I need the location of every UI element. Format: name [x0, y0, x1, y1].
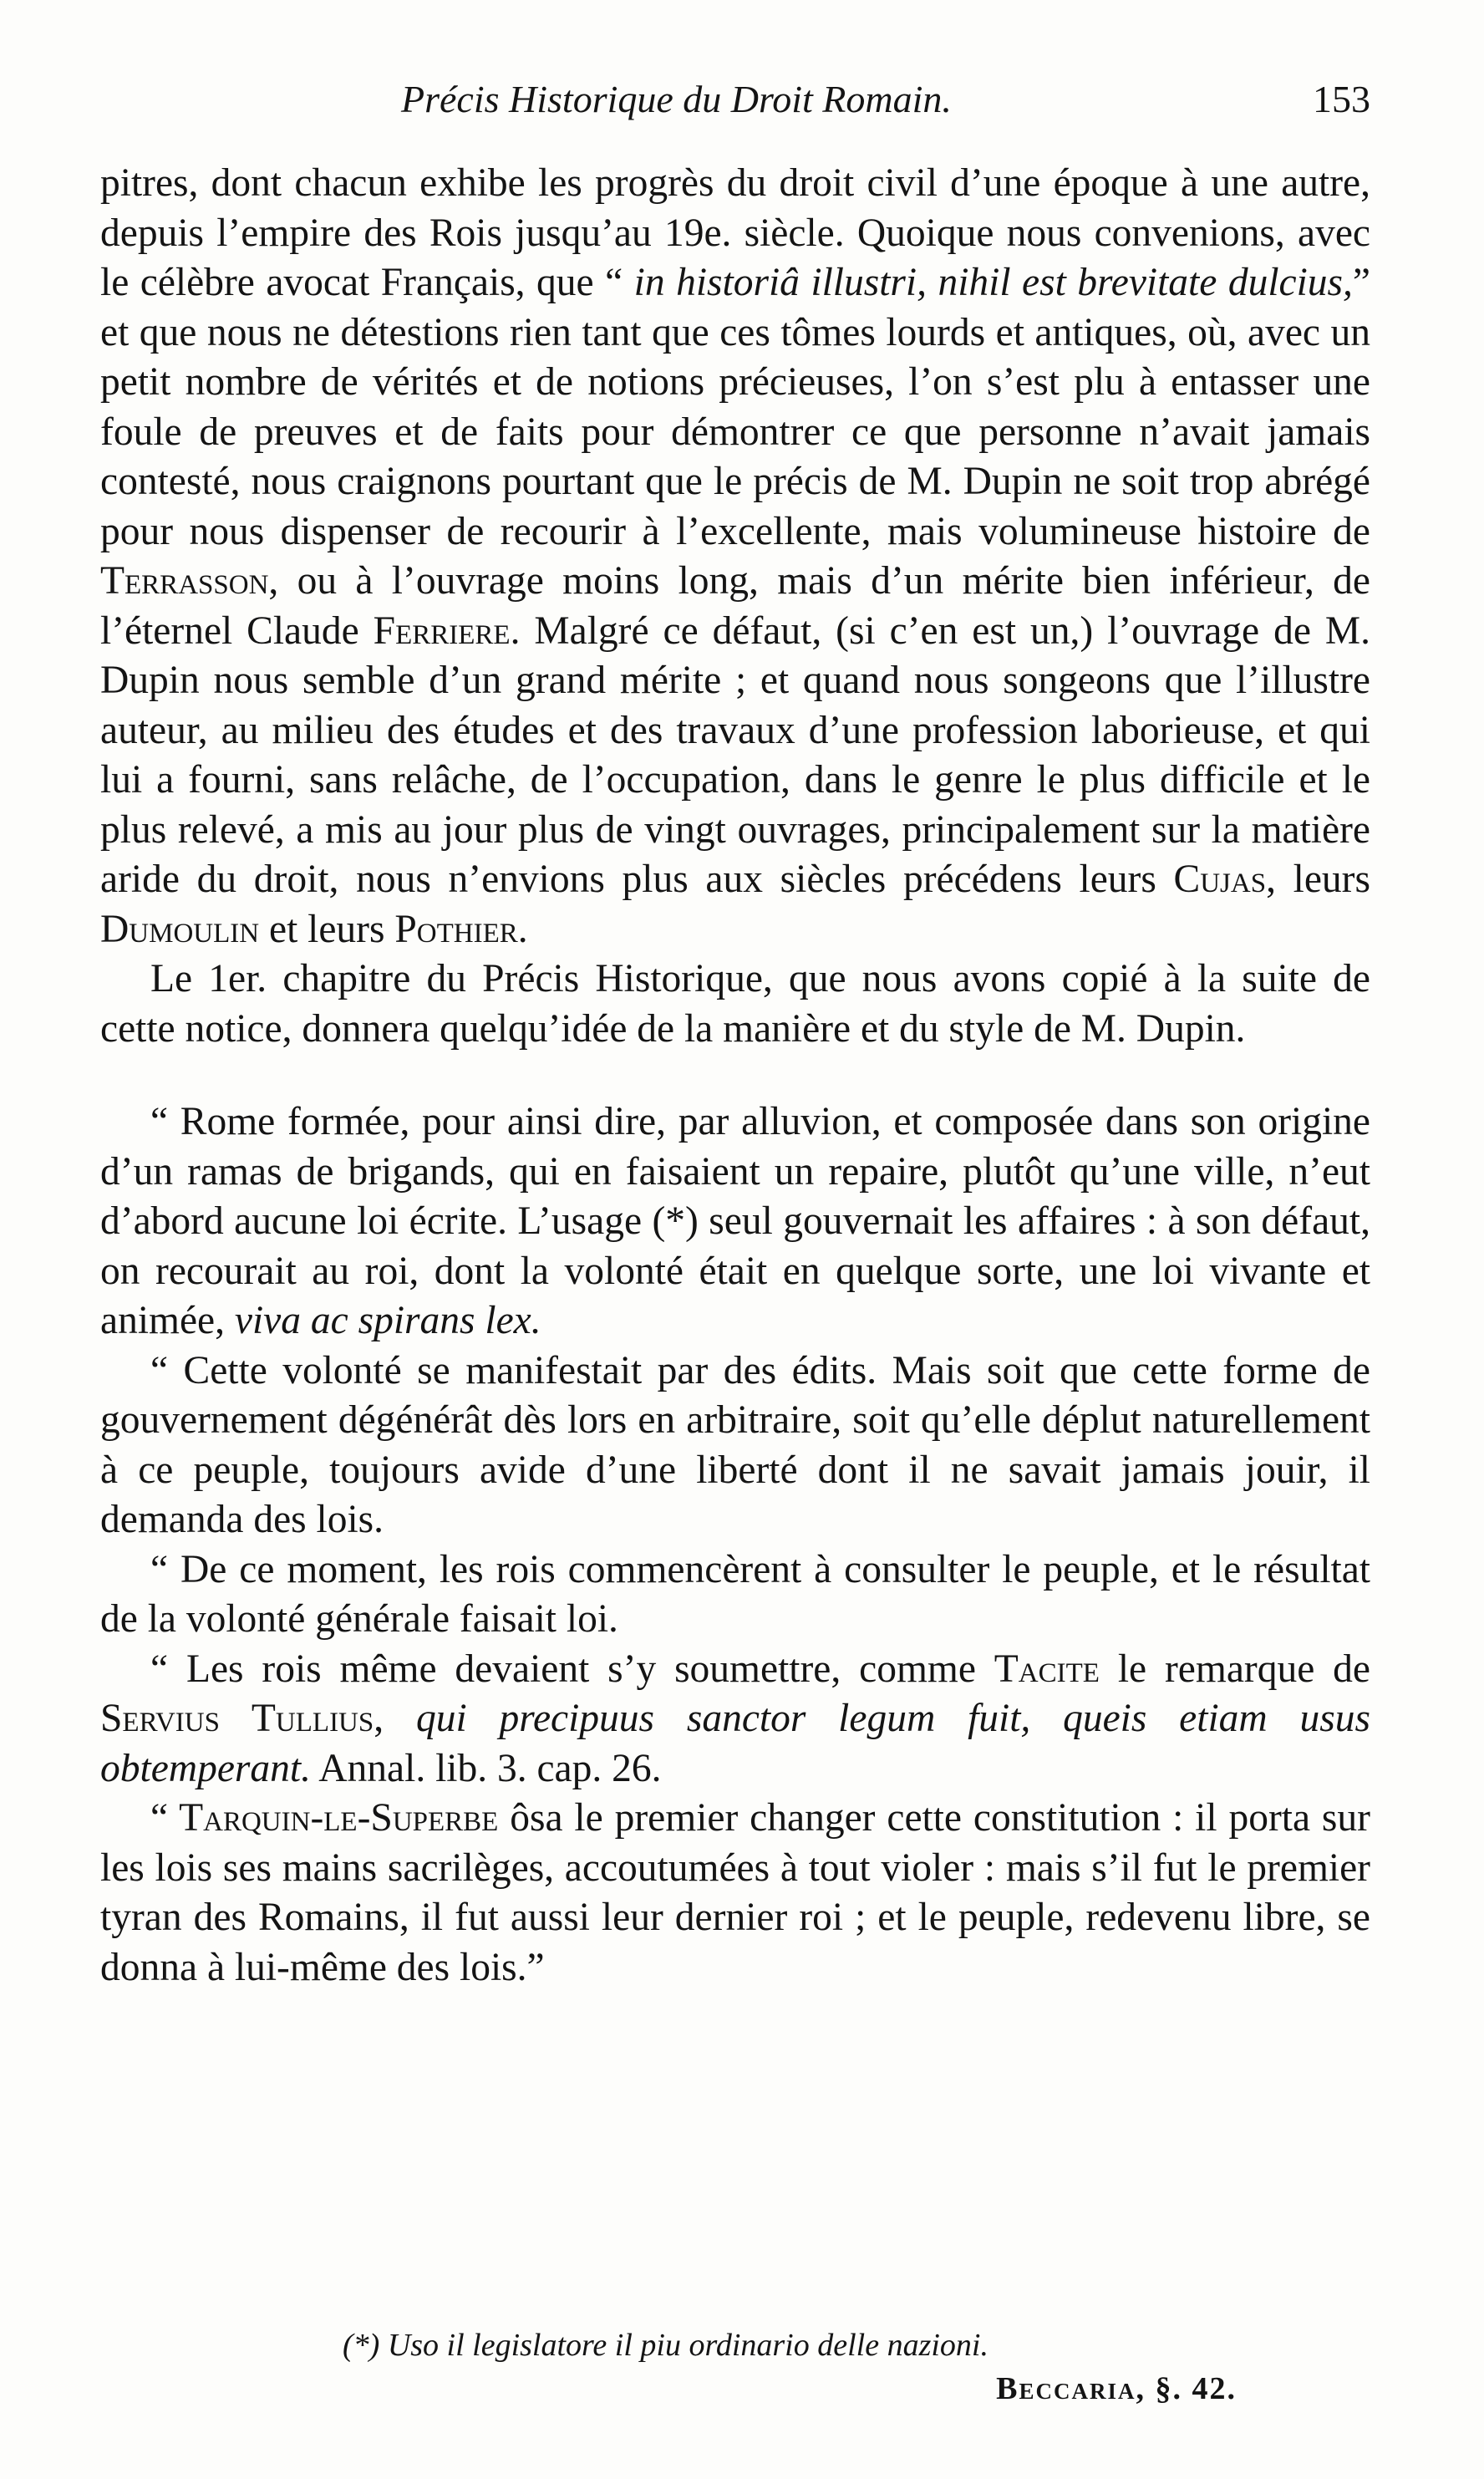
- section-gap: [100, 1054, 1370, 1097]
- name-ferriere: Ferriere: [373, 608, 511, 653]
- running-title: Précis Historique du Droit Romain.: [401, 78, 952, 120]
- text-run: “ Les rois même devaient s’y soumettre, comme: [150, 1647, 994, 1691]
- text-run: le remarque de: [1099, 1647, 1370, 1691]
- name-terrasson: Terrasson: [100, 559, 269, 603]
- footnote-text-line: [100, 2324, 1370, 2367]
- quote-paragraph-5: [100, 1794, 1370, 1993]
- latin-quote: in historiâ illustri, nihil est brevitate dulcius,: [633, 261, 1353, 304]
- text-run: ,: [374, 1697, 416, 1740]
- latin-phrase: viva ac spirans lex.: [234, 1299, 541, 1342]
- footnote-source: Beccaria, §. 42.: [996, 2371, 1237, 2406]
- name-tacite: Tacite: [994, 1647, 1100, 1691]
- text-run: , leurs: [1266, 858, 1370, 901]
- name-servius-tullius: Servius Tullius: [100, 1697, 374, 1740]
- text-run: . Malgré ce défaut, (si c’en est un,) l’ouvrage de M. Dupin nous semble d’un grand mérite ; et quand nous songeons que l’illustre auteur, au milieu des études et des travaux d’une profession laborieuse, et qui lui a fourni, sans relâche, de l’occupation, dans le genre le plus difficile et le plus relevé, a mis au jour plus de vingt ouvrages, principalement sur la matière aride du droit, nous n’envions plus aux siècles précédens leurs: [100, 608, 1370, 901]
- text-run: Annal. lib. 3. cap. 26.: [310, 1746, 662, 1790]
- quote-paragraph-3: “ De ce moment, les rois commencèrent à consulter le peuple, et le résultat de la volonté générale faisait loi.: [100, 1547, 1370, 1641]
- name-pothier: Pothier: [394, 907, 518, 951]
- footnote-marker: (*): [343, 2328, 380, 2363]
- paragraph-2: Le 1er. chapitre du Précis Historique, que nous avons copié à la suite de cette notice, donnera quelqu’idée de la manière et du style de M. Dupin.: [100, 957, 1370, 1051]
- text-run: , ou à l’ouvrage moins long, mais d’un mérite bien inférieur, de l’éternel Claude: [100, 559, 1370, 653]
- footnote-text: Uso il legislatore il piu ordinario delle nazioni.: [387, 2328, 988, 2363]
- name-tarquin: “ Tarquin-le-Superbe: [150, 1796, 499, 1840]
- quote-paragraph-4: [100, 1645, 1370, 1794]
- text-run: ôsa le premier changer cette constitution : il porta sur les lois ses mains sacrilèges, accoutumées à tout violer : mais s’il fut le premier tyran des Romains, il fut aussi leur dernier roi ; et le peuple, redevenu libre, se donna à lui-même des lois.”: [100, 1796, 1370, 1989]
- text-run: “ Rome formée, pour ainsi dire, par alluvion, et composée dans son origine d’un ramas de brigands, qui en faisaient un repaire, plutôt qu’une ville, n’eut d’abord aucune loi écrite. L’usage (*) seul gouvernait les affaires : à son défaut, on recourait au roi, dont la volonté était en quelque sorte, une loi vivante et animée,: [100, 1100, 1370, 1342]
- quote-paragraph-1: [100, 1097, 1370, 1346]
- page-number: 153: [1313, 78, 1370, 120]
- footnote: [100, 2324, 1370, 2410]
- paragraph-1: [100, 159, 1370, 954]
- page-header: [100, 77, 1370, 135]
- quote-paragraph-2: “ Cette volonté se manifestait par des édits. Mais soit que cette forme de gouvernement dégénérât dès lors en arbitraire, soit qu’elle déplut naturellement à ce peuple, toujours avide d’une liberté dont il ne savait jamais jouir, il demanda des lois.: [100, 1348, 1370, 1541]
- body-text: [100, 159, 1370, 1993]
- text-run: pitres, dont chacun exhibe les progrès du droit civil d’une époque à une autre, depuis l’empire des Rois jusqu’au 19e. siècle. Quoique nous convenions, avec le célèbre avocat Français, que “: [100, 161, 1370, 304]
- text-run: ” et que nous ne détestions rien tant que ces tômes lourds et antiques, où, avec un petit nombre de vérités et de notions précieuses, l’on s’est plu à entasser une foule de preuves et de faits pour démontrer ce que personne n’avait jamais contesté, nous craignons pourtant que le précis de M. Dupin ne soit trop abrégé pour nous dispenser de recourir à l’excellente, mais volumineuse histoire de: [100, 261, 1370, 553]
- text-run: et leurs: [259, 907, 395, 951]
- name-cujas: Cujas: [1173, 858, 1267, 901]
- latin-citation: qui precipuus sanctor legum fuit, queis etiam usus obtemperant.: [100, 1697, 1370, 1790]
- name-dumoulin: Dumoulin: [100, 907, 260, 951]
- text-run: .: [517, 907, 528, 951]
